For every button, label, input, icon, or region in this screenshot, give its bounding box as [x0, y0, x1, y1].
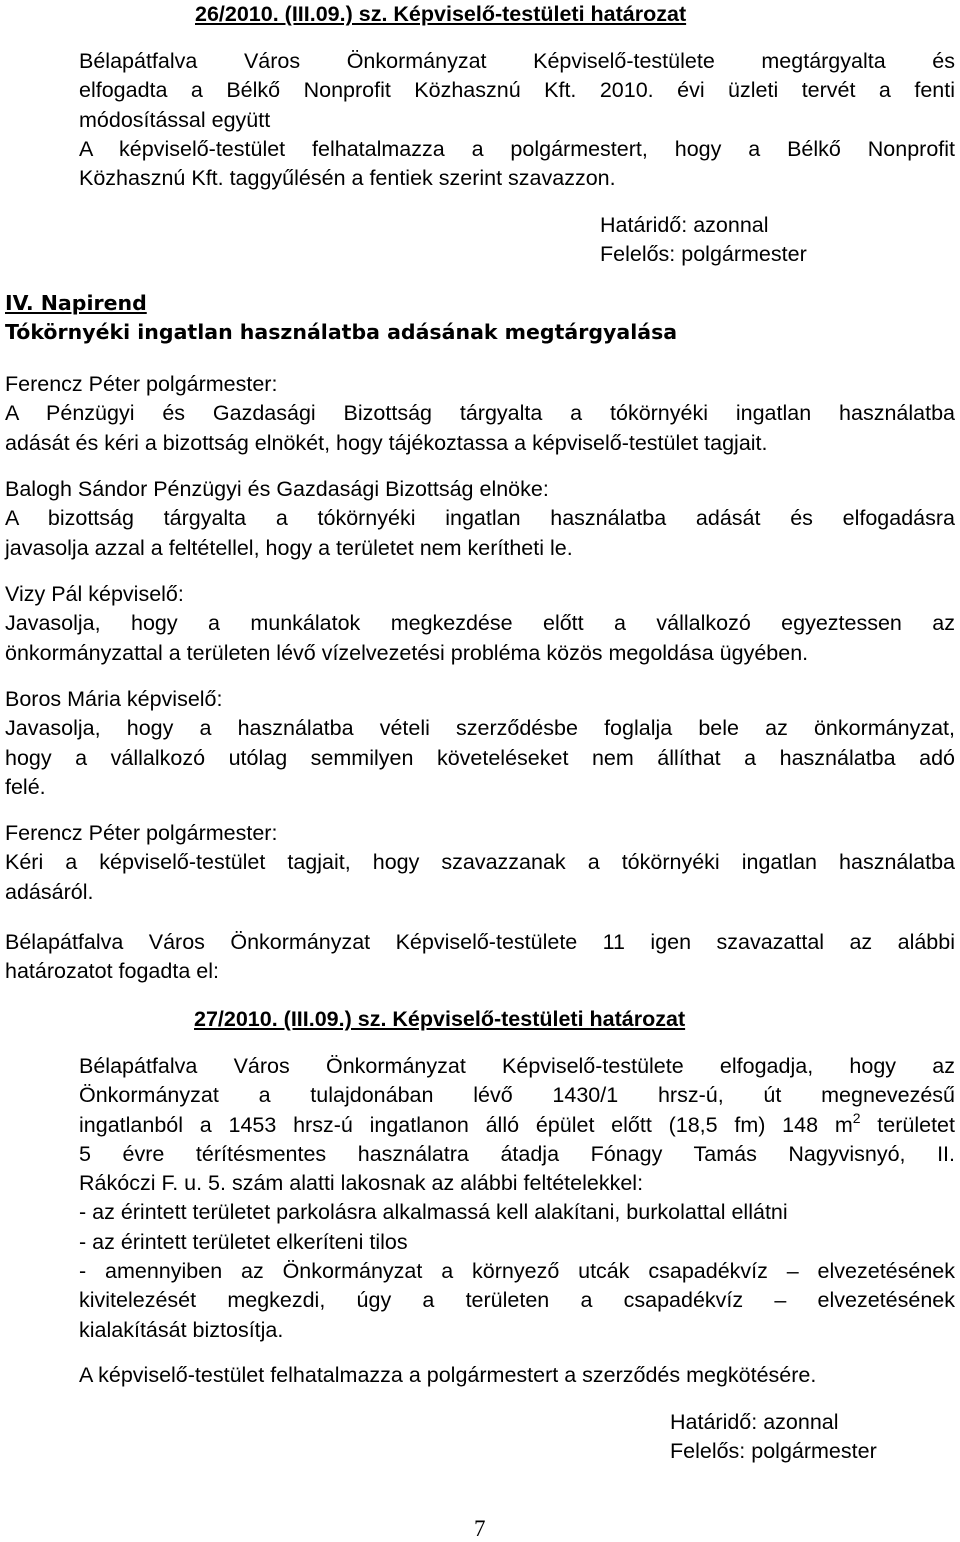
condition-item: - az érintett területet parkolásra alkalmassá kell alakítani, burkolattal ellátni	[79, 1200, 788, 1225]
resolution-26-line: Bélapátfalva Város Önkormányzat Képviselő-testülete megtárgyalta és	[79, 49, 955, 73]
agenda-number: IV. Napirend	[5, 291, 147, 315]
discussion-block	[5, 685, 955, 802]
vote-line: Bélapátfalva Város Önkormányzat Képviselő-testülete 11 igen szavazattal az alábbi	[5, 930, 955, 954]
condition-item: - az érintett területet elkeríteni tilos	[79, 1229, 408, 1254]
speaker-label: Balogh Sándor Pénzügyi és Gazdasági Bizottság elnöke:	[5, 477, 549, 501]
resolution-27-heading: 27/2010. (III.09.) sz. Képviselő-testületi határozat	[194, 1007, 686, 1031]
superscript: 2	[852, 1109, 861, 1126]
speech-line: adásáról.	[5, 879, 94, 904]
resolution-27-text: területet	[860, 1112, 955, 1137]
resolution-27-text: ingatlanból a 1453 hrsz-ú ingatlanon álló épület előtt (18,5 fm) 148 m	[79, 1112, 853, 1137]
resolution-27-deadline: Határidő: azonnal	[670, 1410, 839, 1434]
speech-line: A Pénzügyi és Gazdasági Bizottság tárgyalta a tókörnyéki ingatlan használatba	[5, 401, 955, 426]
resolution-26-line: Közhasznú Kft. taggyűlésén a fentiek szerint szavazzon.	[79, 166, 616, 191]
resolution-27-line: Bélapátfalva Város Önkormányzat Képviselő-testülete elfogadja, hogy az	[79, 1054, 955, 1078]
speech-line: Javasolja, hogy a munkálatok megkezdése előtt a vállalkozó egyeztessen az	[5, 611, 955, 636]
resolution-27-line	[79, 1111, 955, 1140]
discussion-block	[5, 580, 955, 668]
speaker-label: Ferencz Péter polgármester:	[5, 372, 278, 396]
speaker-label: Vizy Pál képviselő:	[5, 582, 184, 606]
condition-item: kialakítását biztosítja.	[79, 1317, 284, 1342]
resolution-27-line: Rákóczi F. u. 5. szám alatti lakosnak az alábbi feltételekkel:	[79, 1171, 644, 1196]
resolution-27-responsible: Felelős: polgármester	[670, 1439, 877, 1463]
discussion-block	[5, 819, 955, 907]
speech-line: önkormányzattal a területen lévő vízelvezetési probléma közös megoldása ügyében.	[5, 640, 809, 665]
speech-line: javasolja azzal a feltétellel, hogy a területet nem kerítheti le.	[5, 535, 573, 560]
resolution-26-line: módosítással együtt	[79, 107, 271, 132]
resolution-26-heading: 26/2010. (III.09.) sz. Képviselő-testületi határozat	[195, 2, 687, 26]
speech-line: hogy a vállalkozó utólag semmilyen követeléseket nem állíthat a használatba adó	[5, 745, 955, 770]
speaker-label: Boros Mária képviselő:	[5, 687, 223, 711]
speech-line: Kéri a képviselő-testület tagjait, hogy szavazzanak a tókörnyéki ingatlan használatba	[5, 850, 955, 875]
agenda-title: Tókörnyéki ingatlan használatba adásának megtárgyalása	[5, 320, 678, 344]
resolution-27-authorization: A képviselő-testület felhatalmazza a polgármestert a szerződés megkötésére.	[79, 1363, 817, 1387]
speaker-label: Ferencz Péter polgármester:	[5, 821, 278, 845]
condition-item: - amennyiben az Önkormányzat a környező utcák csapadékvíz – elvezetésének	[79, 1259, 955, 1284]
resolution-27-line: 5 évre térítésmentes használatra átadja Fónagy Tamás Nagyvisnyó, II.	[79, 1141, 955, 1166]
speech-line: adását és kéri a bizottság elnökét, hogy tájékoztassa a képviselő-testület tagjait.	[5, 430, 768, 455]
resolution-27-paragraph	[79, 1052, 955, 1345]
vote-line: határozatot fogadta el:	[5, 959, 219, 984]
discussion-block	[5, 370, 955, 458]
speech-line: Javasolja, hogy a használatba vételi szerződésbe foglalja bele az önkormányzat,	[5, 716, 955, 741]
speech-line: A bizottság tárgyalta a tókörnyéki ingatlan használatba adását és elfogadásra	[5, 506, 955, 531]
resolution-26-line: elfogadta a Bélkő Nonprofit Közhasznú Kft. 2010. évi üzleti tervét a fenti	[79, 78, 955, 103]
vote-block	[5, 928, 955, 987]
resolution-27-line: Önkormányzat a tulajdonában lévő 1430/1 hrsz-ú, út megnevezésű	[79, 1083, 955, 1108]
resolution-26-responsible: Felelős: polgármester	[600, 242, 807, 266]
page-number: 7	[474, 1516, 486, 1541]
speech-line: felé.	[5, 774, 46, 799]
resolution-26-deadline: Határidő: azonnal	[600, 213, 769, 237]
discussion-block	[5, 475, 955, 563]
resolution-26-paragraph	[79, 47, 955, 193]
resolution-26-line: A képviselő-testület felhatalmazza a polgármestert, hogy a Bélkő Nonprofit	[79, 136, 955, 161]
condition-item: kivitelezését megkezdi, úgy a területen a csapadékvíz – elvezetésének	[79, 1288, 955, 1313]
